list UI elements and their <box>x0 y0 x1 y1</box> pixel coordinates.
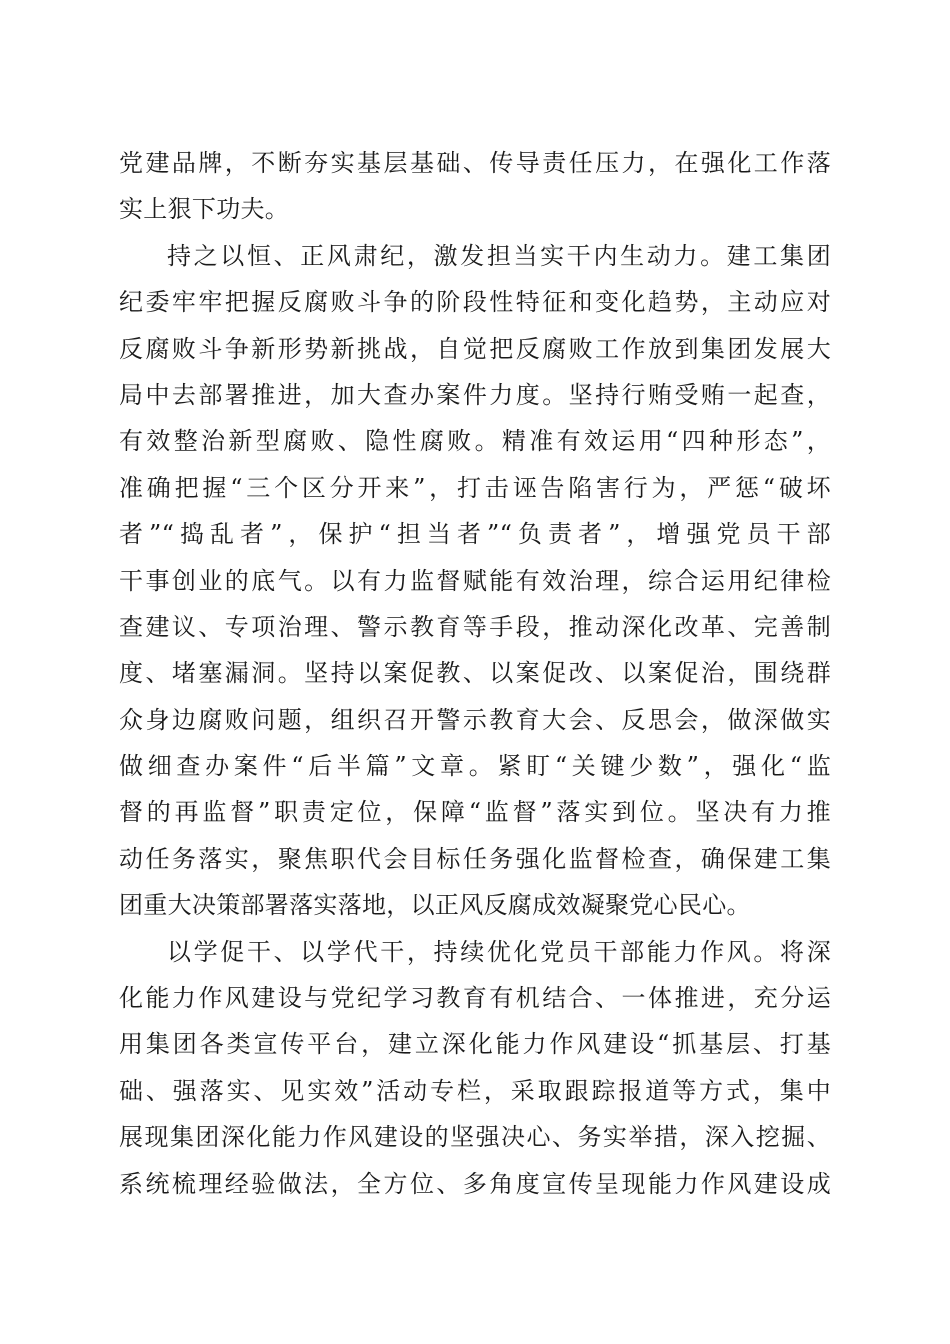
text-line: 准确把握“三个区分开来”，打击诬告陷害行为，严惩“破坏 <box>119 473 831 502</box>
text-line: 查建议、专项治理、警示教育等手段，推动深化改革、完善制 <box>119 612 831 641</box>
text-line: 反腐败斗争新形势新挑战，自觉把反腐败工作放到集团发展大 <box>119 334 831 363</box>
text-line: 局中去部署推进，加大查办案件力度。坚持行贿受贿一起查， <box>119 380 831 409</box>
paragraph-2 <box>119 233 831 929</box>
text-line: 干事创业的底气。以有力监督赋能有效治理，综合运用纪律检 <box>119 566 831 595</box>
paragraph-1 <box>119 140 831 233</box>
text-line: 做细查办案件“后半篇”文章。紧盯“关键少数”，强化“监 <box>119 752 831 781</box>
text-line: 者”“捣乱者”，保护“担当者”“负责者”，增强党员干部 <box>119 520 831 549</box>
text-line: 度、堵塞漏洞。坚持以案促教、以案促改、以案促治，围绕群 <box>119 659 831 688</box>
text-line: 党建品牌，不断夯实基层基础、传导责任压力，在强化工作落 <box>119 149 831 177</box>
text-line: 化能力作风建设与党纪学习教育有机结合、一体推进，充分运 <box>119 984 831 1013</box>
text-line: 纪委牢牢把握反腐败斗争的阶段性特征和变化趋势，主动应对 <box>119 288 831 317</box>
text-line: 用集团各类宣传平台，建立深化能力作风建设“抓基层、打基 <box>119 1030 831 1059</box>
text-line: 展现集团深化能力作风建设的坚强决心、务实举措，深入挖掘、 <box>119 1123 831 1152</box>
text-line: 持之以恒、正风肃纪，激发担当实干内生动力。建工集团 <box>167 241 831 270</box>
text-line: 督的再监督”职责定位，保障“监督”落实到位。坚决有力推 <box>119 798 831 827</box>
text-line: 有效整治新型腐败、隐性腐败。精准有效运用“四种形态”， <box>119 427 831 456</box>
text-line: 系统梳理经验做法，全方位、多角度宣传呈现能力作风建设成 <box>119 1169 831 1198</box>
text-line: 实上狠下功夫。 <box>119 195 290 224</box>
text-line: 以学促干、以学代干，持续优化党员干部能力作风。将深 <box>167 937 831 966</box>
text-line: 础、强落实、见实效”活动专栏，采取跟踪报道等方式，集中 <box>119 1076 831 1105</box>
text-line: 动任务落实，聚焦职代会目标任务强化监督检查，确保建工集 <box>119 844 831 873</box>
text-line: 团重大决策部署落实落地，以正风反腐成效凝聚党心民心。 <box>119 891 751 920</box>
text-line: 众身边腐败问题，组织召开警示教育大会、反思会，做深做实 <box>119 705 831 734</box>
document-body <box>119 140 831 1207</box>
paragraph-3 <box>119 929 831 1207</box>
